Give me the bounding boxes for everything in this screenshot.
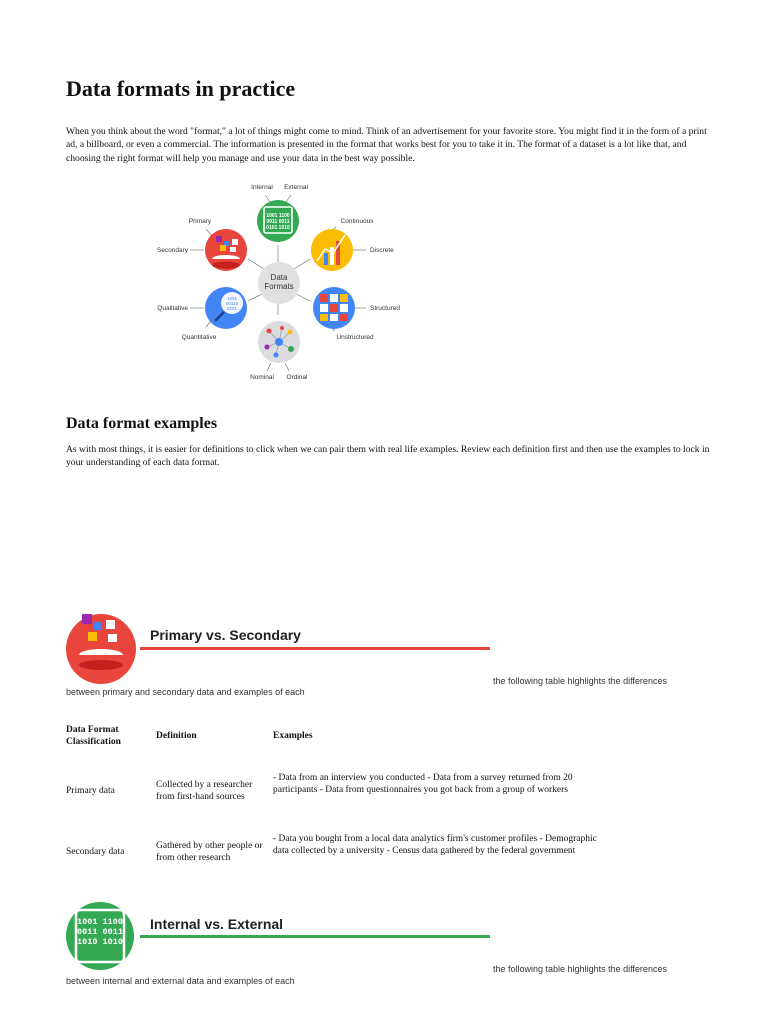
label-discrete: Discrete xyxy=(370,247,394,254)
table-header-definition: Definition xyxy=(156,731,197,741)
table-row-1-classification: Primary data xyxy=(66,786,115,796)
internal-caption-left: between internal and external data and examples of each xyxy=(66,976,295,986)
table-row-2-examples: - Data you bought from a local data analytics firm's customer profiles - Demographic data collected by a university - Census data gathered by the federal government xyxy=(273,834,597,857)
internal-external-title: Internal vs. External xyxy=(150,916,284,932)
table-header-classification: Data Format Classification xyxy=(66,725,121,748)
svg-text:1010 1010: 1010 1010 xyxy=(77,937,123,947)
label-primary: Primary xyxy=(188,218,212,225)
label-external: External xyxy=(284,184,308,191)
svg-text:0011 0011: 0011 0011 xyxy=(266,219,290,225)
primary-caption-left: between primary and secondary data and examples of each xyxy=(66,687,305,697)
svg-text:0011 0011: 0011 0011 xyxy=(77,927,123,937)
svg-text:1001 1100: 1001 1100 xyxy=(266,213,290,219)
label-structured: Structured xyxy=(370,305,400,312)
table-row-1-definition: Collected by a researcher from first-hand sources xyxy=(156,780,253,803)
label-secondary: Secondary xyxy=(156,247,188,254)
label-continuous: Continuous xyxy=(340,218,374,225)
internal-external-icon xyxy=(257,200,299,242)
data-formats-diagram xyxy=(140,175,440,385)
page-title: Data formats in practice xyxy=(66,76,296,101)
center-label-line1: Data xyxy=(270,273,288,282)
center-label-line2: Formats xyxy=(264,282,294,291)
primary-secondary-title: Primary vs. Secondary xyxy=(150,627,301,643)
table-row-2-classification: Secondary data xyxy=(66,847,125,857)
internal-caption-right: the following table highlights the differences xyxy=(493,964,667,974)
intro-paragraph: When you think about the word "format," a lot of things might come to mind. Think of an advertisement for your favorite store. You might find it in the form of a print ad, a billboard, or even a commercial. The information is presented in the format that works best for you to take it in. The format of a dataset is a lot like that, and choosing the right format will help you manage and use your data in the best way possible. xyxy=(66,126,707,164)
svg-text:1001 1100: 1001 1100 xyxy=(77,917,123,927)
svg-text:00110: 00110 xyxy=(225,301,239,306)
table-header-examples: Examples xyxy=(273,731,313,741)
structured-unstructured-icon xyxy=(313,287,355,329)
label-nominal: Nominal xyxy=(250,374,274,381)
qualitative-quantitative-icon xyxy=(205,287,247,329)
primary-secondary-divider xyxy=(140,647,490,650)
svg-text:0101: 0101 xyxy=(226,306,238,311)
label-qualitative: Qualitative xyxy=(157,305,188,312)
table-row-1-examples: - Data from an interview you conducted - Data from a survey returned from 20 participants - Data from questionnaires you got back from a group of workers xyxy=(273,773,573,796)
svg-text:1001: 1001 xyxy=(226,296,238,301)
label-ordinal: Ordinal xyxy=(286,374,308,381)
svg-text:0101 1010: 0101 1010 xyxy=(266,225,290,231)
internal-external-divider xyxy=(140,935,490,938)
examples-intro-paragraph: As with most things, it is easier for definitions to click when we can pair them with real life examples. Review each definition first and then use the examples to lock in your understanding of each data format. xyxy=(66,444,710,468)
table-row-2-definition: Gathered by other people or from other research xyxy=(156,841,263,864)
continuous-discrete-icon xyxy=(311,229,353,271)
label-quantitative: Quantitative xyxy=(181,334,217,341)
primary-secondary-icon xyxy=(205,229,247,271)
label-internal: Internal xyxy=(251,184,273,191)
label-unstructured: Unstructured xyxy=(336,334,374,341)
primary-caption-right: the following table highlights the differences xyxy=(493,676,667,686)
examples-heading: Data format examples xyxy=(66,415,218,432)
nominal-ordinal-icon xyxy=(258,321,300,363)
